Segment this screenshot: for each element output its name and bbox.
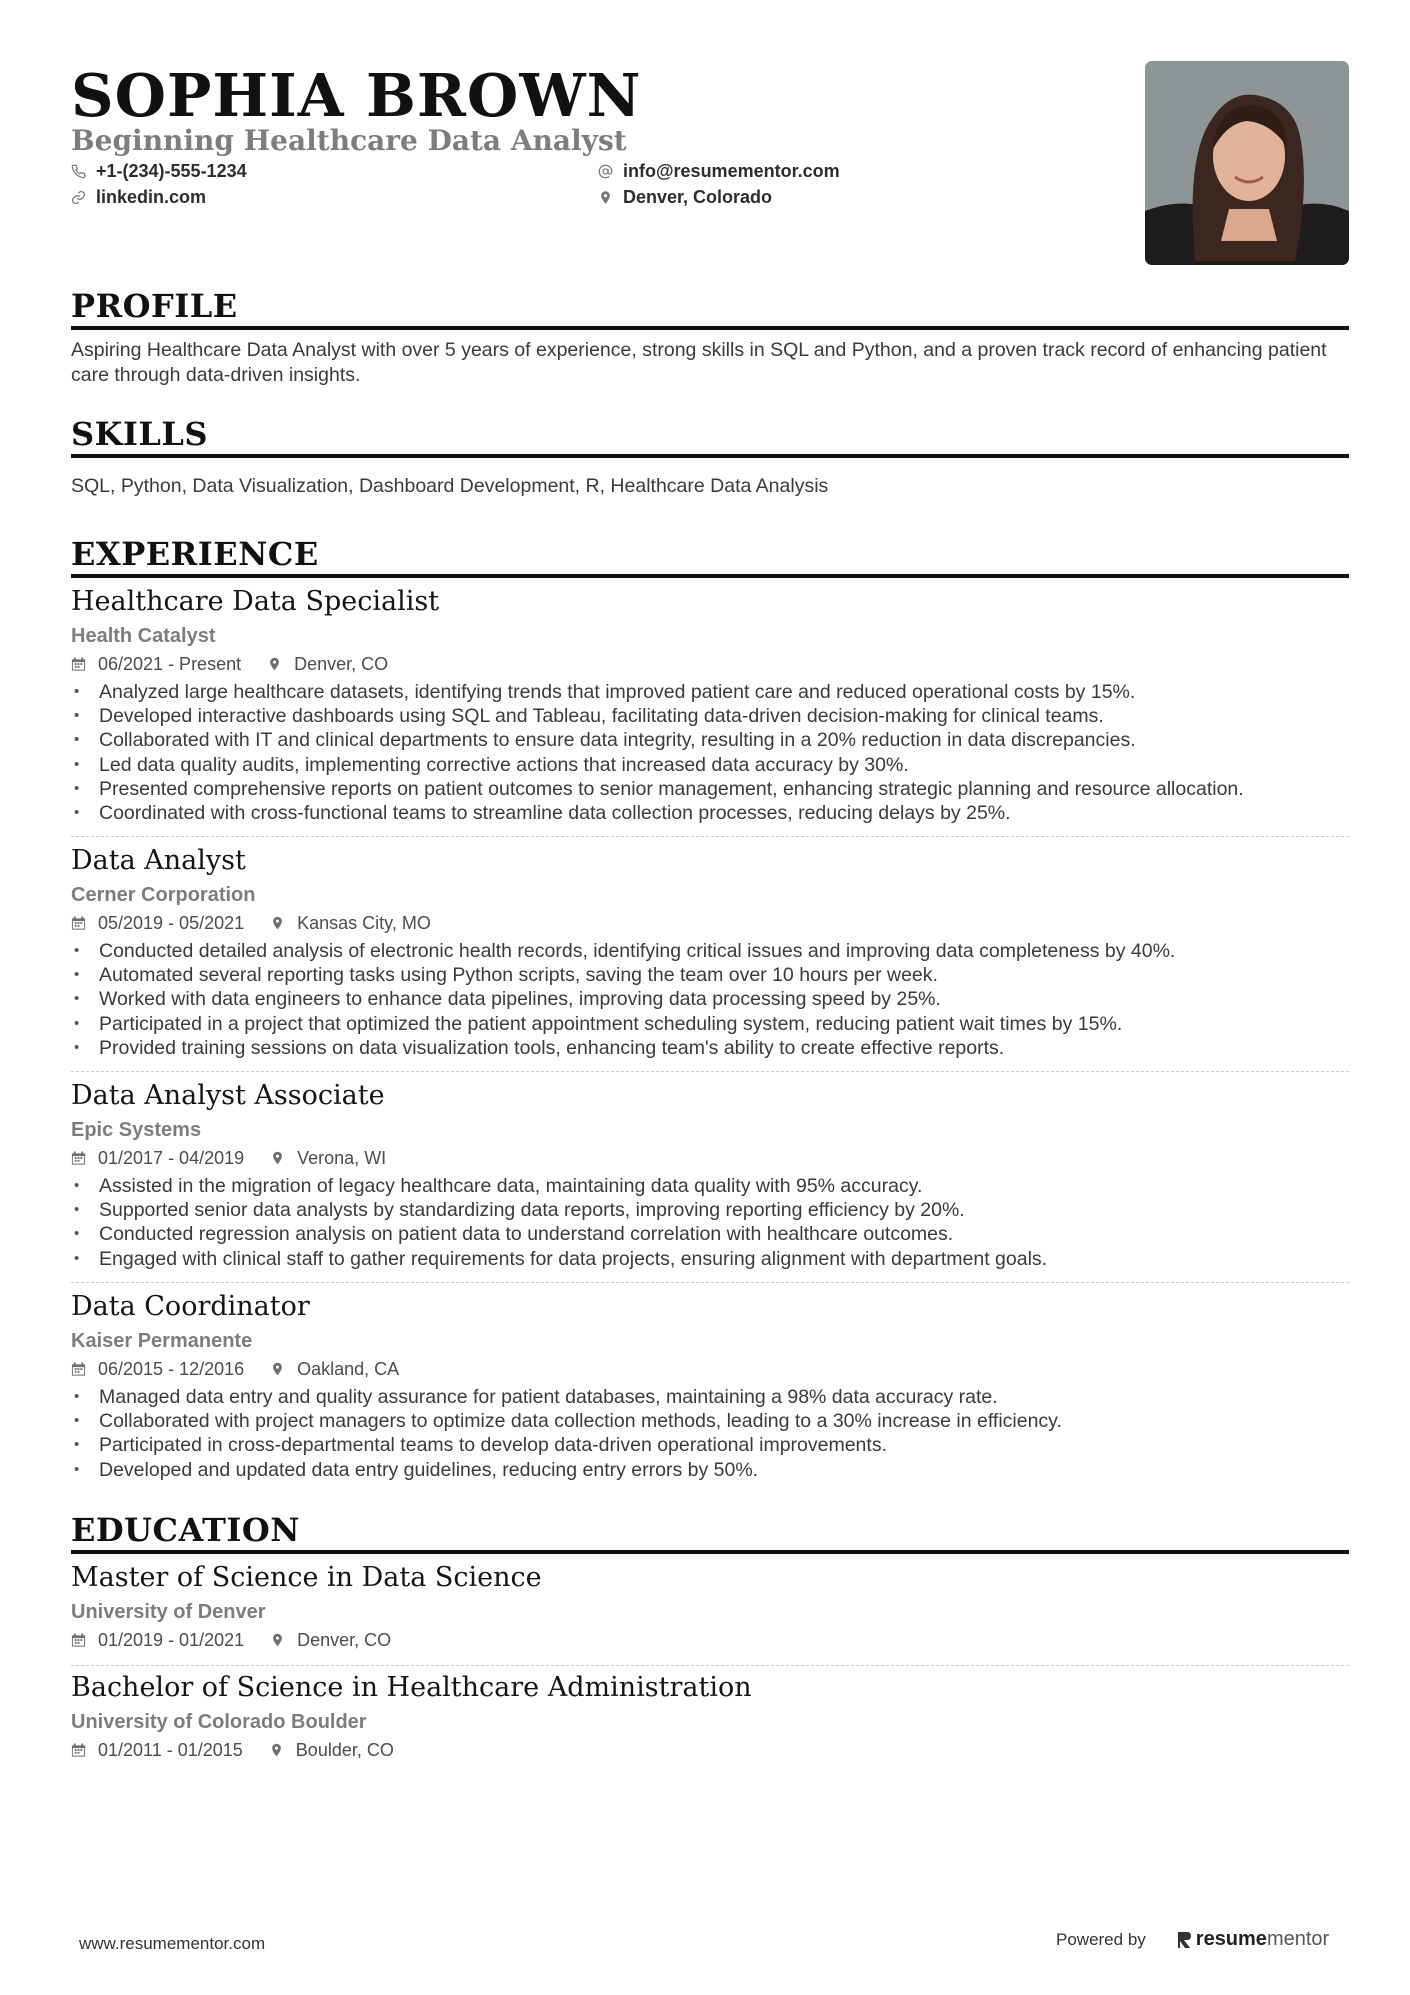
- brand-mark-icon: [1176, 1930, 1192, 1950]
- brand-bold-text: resume: [1195, 1928, 1267, 1950]
- candidate-name: SOPHIA BROWN: [71, 61, 642, 130]
- company-name: Cerner Corporation: [71, 884, 256, 906]
- job-bullets: [71, 939, 1349, 1060]
- brand-light-text: mentor: [1266, 1928, 1330, 1950]
- candidate-role: Beginning Healthcare Data Analyst: [71, 124, 627, 157]
- school-name: University of Denver: [71, 1601, 266, 1623]
- job-meta: [71, 652, 1349, 676]
- entry-divider: [71, 1665, 1349, 1666]
- linkedin-text[interactable]: linkedin.com: [96, 187, 207, 207]
- profile-text: Aspiring Healthcare Data Analyst with over 5 years of experience, strong skills in SQL and Python, and a proven track record of enhancing patient care through data-driven insights.: [71, 339, 1327, 386]
- profile-heading: PROFILE: [71, 288, 1349, 330]
- bullet-item: • Conducted regression analysis on patient data to understand correlation with healthcare outcomes.: [71, 1222, 1349, 1246]
- job-location: Kansas City, MO: [297, 913, 431, 933]
- calendar-icon: [71, 656, 86, 672]
- bullet-item: • Analyzed large healthcare datasets, identifying trends that improved patient care and reduced operational costs by 15%.: [71, 680, 1349, 704]
- bullet-item: • Worked with data engineers to enhance data pipelines, improving data processing speed by 25%.: [71, 987, 1349, 1011]
- education-meta: [71, 1738, 1349, 1762]
- phone-text: +1-(234)-555-1234: [96, 161, 247, 181]
- bullet-item: • Engaged with clinical staff to gather requirements for data projects, ensuring alignment with department goals.: [71, 1247, 1349, 1271]
- calendar-icon: [71, 1361, 86, 1377]
- footer-powered: [1056, 1928, 1329, 1951]
- experience-heading: EXPERIENCE: [71, 536, 1349, 578]
- bullet-item: • Collaborated with project managers to optimize data collection methods, leading to a 30% increase in efficiency.: [71, 1409, 1349, 1433]
- bullet-item: • Participated in a project that optimized the patient appointment scheduling system, reducing patient wait times by 15%.: [71, 1012, 1349, 1036]
- bullet-item: • Provided training sessions on data visualization tools, enhancing team's ability to create effective reports.: [71, 1036, 1349, 1060]
- job-dates: 05/2019 - 05/2021: [98, 913, 245, 933]
- bullet-item: • Supported senior data analysts by standardizing data reports, improving reporting efficiency by 20%.: [71, 1198, 1349, 1222]
- company-name: Epic Systems: [71, 1119, 202, 1141]
- entry-divider: [71, 1282, 1349, 1283]
- job-bullets: [71, 680, 1349, 825]
- location-text: Denver, Colorado: [623, 187, 773, 207]
- calendar-icon: [71, 1742, 86, 1758]
- degree-title: Master of Science in Data Science: [71, 1562, 542, 1593]
- education-dates: 01/2011 - 01/2015: [98, 1740, 243, 1760]
- education-location: Boulder, CO: [295, 1740, 394, 1760]
- job-dates: 01/2017 - 04/2019: [98, 1148, 245, 1168]
- job-bullets: [71, 1174, 1349, 1271]
- contact-location: [598, 186, 772, 208]
- location-pin-icon: [270, 915, 285, 931]
- at-icon: [598, 164, 613, 179]
- bullet-item: • Led data quality audits, implementing corrective actions that increased data accuracy by 30%.: [71, 753, 1349, 777]
- job-meta: [71, 1146, 1349, 1170]
- experience-entry: [71, 585, 1349, 825]
- calendar-icon: [71, 915, 86, 931]
- location-pin-icon: [598, 190, 613, 205]
- skills-heading: SKILLS: [71, 416, 1349, 458]
- location-pin-icon: [270, 1150, 285, 1166]
- bullet-item: • Developed interactive dashboards using SQL and Tableau, facilitating data-driven decision-making for clinical teams.: [71, 704, 1349, 728]
- bullet-item: • Collaborated with IT and clinical departments to ensure data integrity, resulting in a 20% reduction in data discrepancies.: [71, 728, 1349, 752]
- education-location: Denver, CO: [297, 1630, 392, 1650]
- location-pin-icon: [270, 1632, 285, 1648]
- location-pin-icon: [270, 1361, 285, 1377]
- phone-icon: [71, 164, 86, 179]
- brand-logo[interactable]: [1176, 1928, 1329, 1951]
- experience-entry: [71, 1290, 1349, 1482]
- entry-divider: [71, 1071, 1349, 1072]
- profile-photo: [1145, 61, 1349, 265]
- job-dates: 06/2021 - Present: [98, 654, 242, 674]
- company-name: Kaiser Permanente: [71, 1330, 253, 1352]
- education-entry: [71, 1671, 1349, 1762]
- calendar-icon: [71, 1150, 86, 1166]
- skills-text: SQL, Python, Data Visualization, Dashboard Development, R, Healthcare Data Analysis: [71, 475, 829, 497]
- school-name: University of Colorado Boulder: [71, 1711, 367, 1733]
- bullet-item: • Automated several reporting tasks using Python scripts, saving the team over 10 hours per week.: [71, 963, 1349, 987]
- calendar-icon: [71, 1632, 86, 1648]
- job-location: Verona, WI: [297, 1148, 387, 1168]
- job-title: Data Analyst: [71, 845, 246, 876]
- link-icon: [71, 190, 86, 205]
- job-title: Data Analyst Associate: [71, 1080, 385, 1111]
- bullet-item: • Coordinated with cross-functional teams to streamline data collection processes, reducing delays by 25%.: [71, 801, 1349, 825]
- job-location: Oakland, CA: [297, 1359, 400, 1379]
- entry-divider: [71, 836, 1349, 837]
- bullet-item: • Presented comprehensive reports on patient outcomes to senior management, enhancing strategic planning and resource allocation.: [71, 777, 1349, 801]
- email-text[interactable]: info@resumementor.com: [623, 161, 840, 181]
- experience-entry: [71, 1079, 1349, 1271]
- job-dates: 06/2015 - 12/2016: [98, 1359, 245, 1379]
- education-entry: [71, 1561, 1349, 1652]
- bullet-item: • Conducted detailed analysis of electronic health records, identifying critical issues and improving data completeness by 40%.: [71, 939, 1349, 963]
- education-dates: 01/2019 - 01/2021: [98, 1630, 245, 1650]
- location-pin-icon: [269, 1742, 284, 1758]
- job-meta: [71, 911, 1349, 935]
- location-pin-icon: [267, 656, 282, 672]
- degree-title: Bachelor of Science in Healthcare Administration: [71, 1672, 752, 1703]
- powered-by-text: Powered by: [1056, 1929, 1146, 1949]
- job-bullets: [71, 1385, 1349, 1482]
- bullet-item: • Assisted in the migration of legacy healthcare data, maintaining data quality with 95% accuracy.: [71, 1174, 1349, 1198]
- contact-linkedin[interactable]: [71, 186, 206, 208]
- bullet-item: • Developed and updated data entry guidelines, reducing entry errors by 50%.: [71, 1458, 1349, 1482]
- job-meta: [71, 1357, 1349, 1381]
- experience-entry: [71, 844, 1349, 1060]
- job-title: Healthcare Data Specialist: [71, 586, 440, 617]
- education-meta: [71, 1628, 1349, 1652]
- footer-website[interactable]: www.resumementor.com: [79, 1934, 266, 1953]
- company-name: Health Catalyst: [71, 625, 216, 647]
- job-location: Denver, CO: [294, 654, 389, 674]
- bullet-item: • Managed data entry and quality assurance for patient databases, maintaining a 98% data accuracy rate.: [71, 1385, 1349, 1409]
- education-heading: EDUCATION: [71, 1512, 1349, 1554]
- bullet-item: • Participated in cross-departmental teams to develop data-driven operational improvements.: [71, 1433, 1349, 1457]
- job-title: Data Coordinator: [71, 1291, 310, 1322]
- contact-phone: [71, 160, 247, 182]
- contact-email[interactable]: [598, 160, 840, 182]
